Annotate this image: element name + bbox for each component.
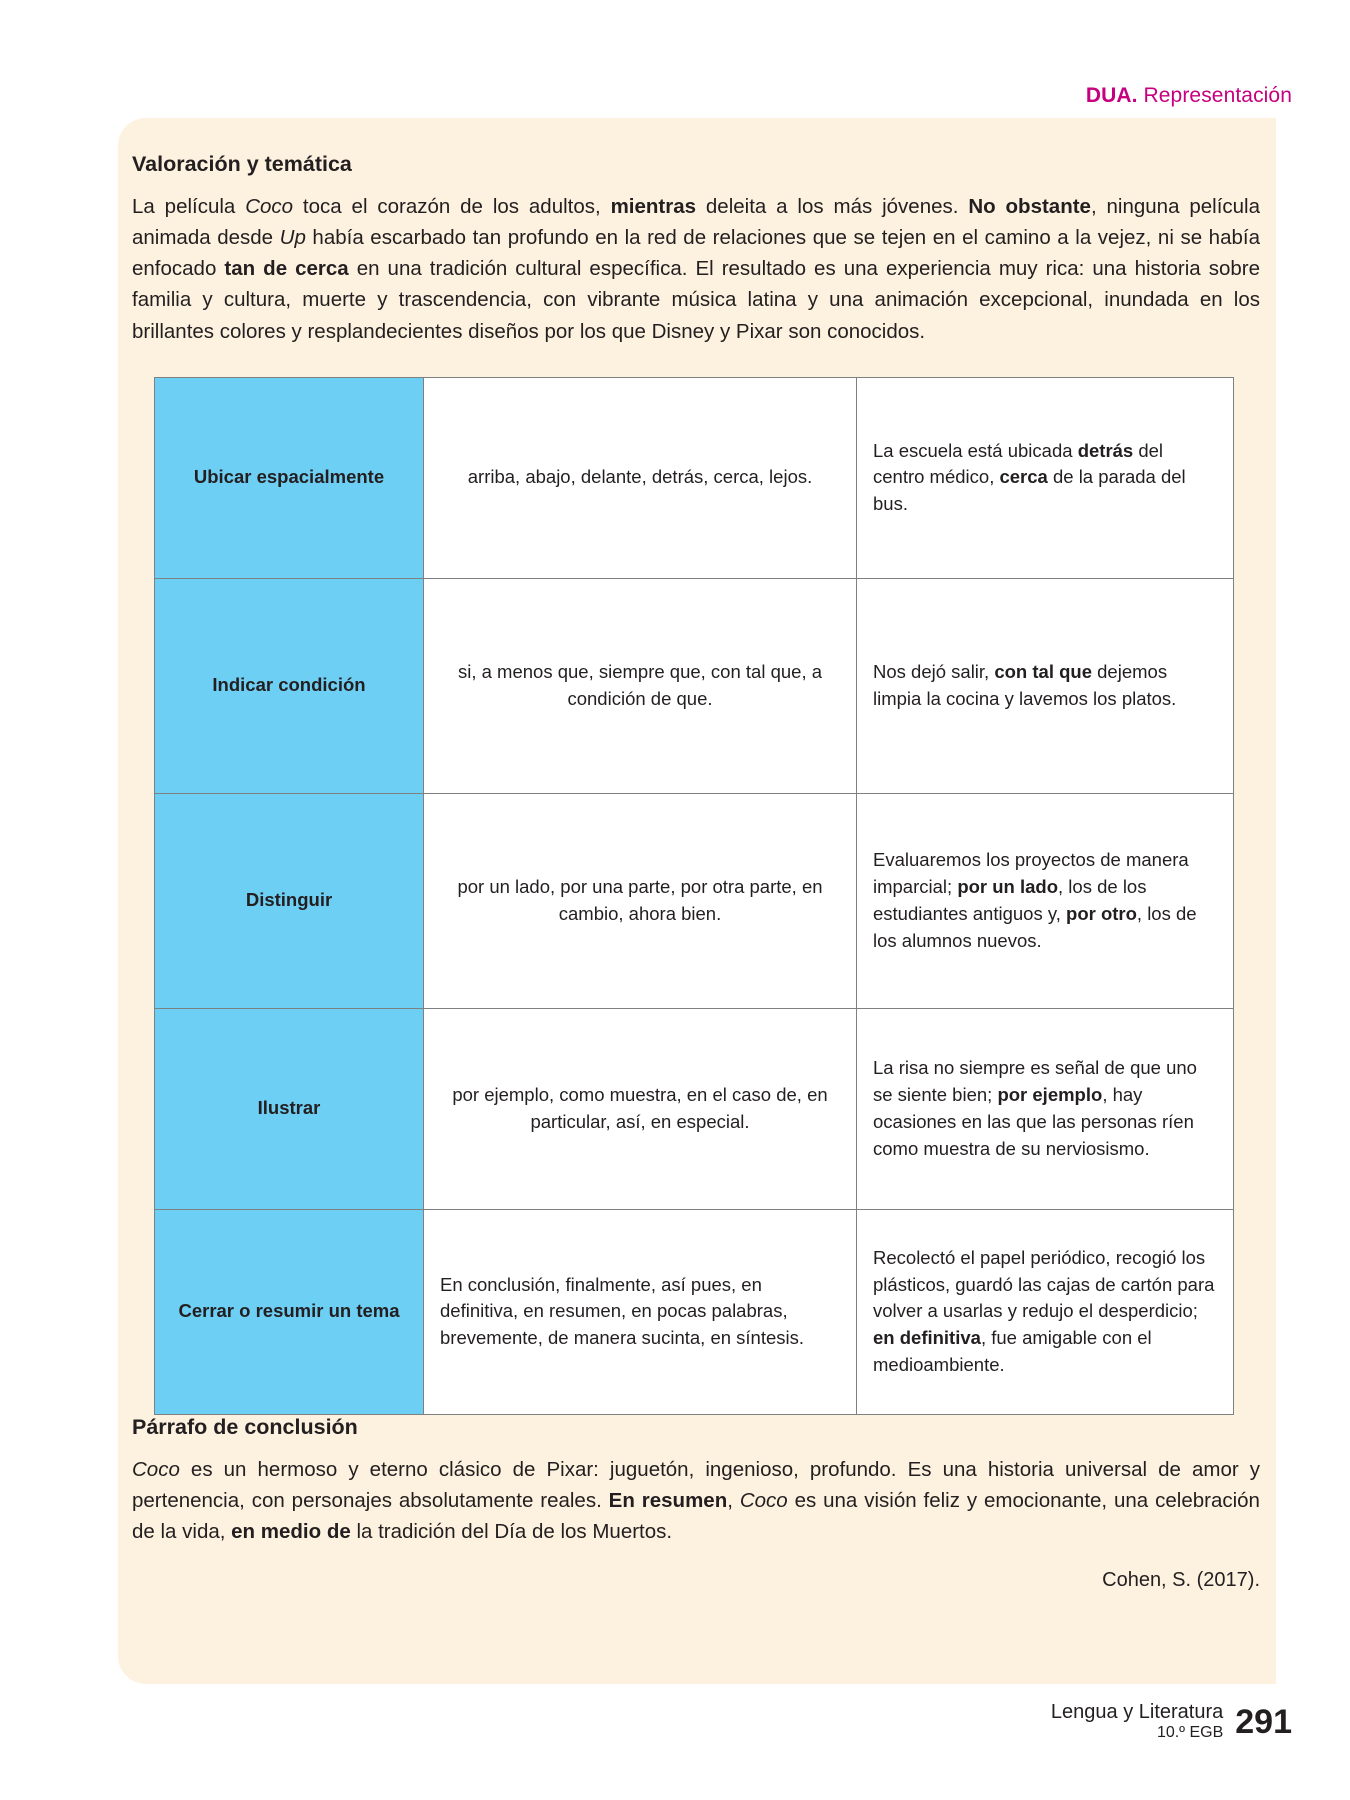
text-fragment: La escuela está ubicada	[873, 439, 1078, 461]
row-category: Cerrar o resumir un tema	[155, 1209, 424, 1414]
highlighted-connector: en definitiva	[873, 1327, 981, 1349]
row-connectors: por un lado, por una parte, por otra parte, en cambio, ahora bien.	[424, 793, 857, 1008]
text-fragment: toca el corazón de los adultos,	[293, 195, 611, 218]
row-connectors: por ejemplo, como muestra, en el caso de, en particular, así, en especial.	[424, 1008, 857, 1209]
text-fragment: , fue amigable con el medioambiente.	[873, 1327, 1152, 1375]
text-fragment: la tradición del Día de los Muertos.	[350, 1520, 673, 1544]
movie-title-coco: Coco	[132, 1457, 180, 1481]
dua-label: DUA.	[1085, 84, 1138, 107]
page-content	[132, 152, 1260, 1592]
valoracion-paragraph	[132, 191, 1260, 347]
row-category: Ilustrar	[155, 1008, 424, 1209]
row-category: Indicar condición	[155, 578, 424, 793]
valoracion-title: Valoración y temática	[132, 152, 352, 176]
highlighted-connector: por otro	[1066, 902, 1137, 924]
highlighted-connector: por un lado	[957, 875, 1059, 897]
row-example	[857, 578, 1234, 793]
table-row	[155, 578, 1234, 793]
table-row	[155, 793, 1234, 1008]
text-fragment: de la parada del bus.	[873, 466, 1186, 515]
connectors-table	[154, 377, 1234, 1415]
row-connectors: si, a menos que, siempre que, con tal que, a condición de que.	[424, 578, 857, 793]
connector-en-resumen: En resumen	[608, 1488, 728, 1512]
source-citation: Cohen, S. (2017).	[1102, 1569, 1260, 1592]
conclusion-title: Párrafo de conclusión	[132, 1414, 358, 1439]
footer-subject: Lengua y Literatura	[1050, 1700, 1224, 1723]
table-row	[155, 1209, 1234, 1414]
text-fragment: , los de los estudiantes antiguos y,	[873, 875, 1147, 924]
movie-title-coco: Coco	[739, 1488, 788, 1512]
text-fragment: deleita a los más jóvenes.	[696, 195, 969, 218]
text-fragment: es una visión feliz y emocionante, una celebración de la vida,	[132, 1488, 1260, 1544]
text-fragment: Nos dejó salir,	[873, 660, 995, 682]
conclusion-paragraph	[132, 1454, 1260, 1547]
text-fragment: ,	[727, 1488, 740, 1512]
highlighted-connector: cerca	[999, 466, 1048, 488]
row-example	[857, 377, 1234, 578]
connector-mientras: mientras	[610, 195, 697, 218]
text-fragment: es un hermoso y eterno clásico de Pixar: juguetón, ingenioso, profundo. Es una historia universal de amor y pertenencia, con personajes absolutamente reales.	[132, 1457, 1260, 1512]
row-connectors: arriba, abajo, delante, detrás, cerca, lejos.	[424, 377, 857, 578]
text-fragment: , hay ocasiones en las que las personas ríen como muestra de su nerviosismo.	[873, 1083, 1194, 1159]
dua-sublabel: Representación	[1143, 84, 1292, 107]
text-fragment: del centro médico,	[873, 439, 1164, 488]
text-fragment: había escarbado tan profundo en la red de relaciones que se tejen en el camino a la vejez, ni se había enfocado	[132, 226, 1260, 281]
text-fragment: La risa no siempre es señal de que uno se siente bien;	[873, 1057, 1197, 1105]
row-example	[857, 1209, 1234, 1414]
highlighted-connector: con tal que	[994, 660, 1092, 682]
page-footer	[1051, 1701, 1292, 1742]
text-fragment: , los de los alumnos nuevos.	[873, 902, 1197, 951]
movie-title-up: Up	[279, 226, 306, 250]
text-fragment: La película	[132, 195, 246, 218]
row-category: Distinguir	[155, 793, 424, 1008]
row-connectors: En conclusión, finalmente, así pues, en definitiva, en resumen, en pocas palabras, brevemente, de manera sucinta, en síntesis.	[424, 1209, 857, 1414]
text-fragment: , ninguna película animada desde	[132, 195, 1260, 250]
table-row	[155, 377, 1234, 578]
row-example	[857, 1008, 1234, 1209]
connector-tan-de-cerca: tan de cerca	[224, 257, 349, 281]
page-number: 291	[1235, 1702, 1292, 1741]
connector-en-medio-de: en medio de	[231, 1520, 351, 1544]
text-fragment: Evaluaremos los proyectos de manera imparcial;	[873, 849, 1189, 897]
footer-grade: 10.º EGB	[1156, 1723, 1224, 1741]
dua-header-badge	[1086, 84, 1292, 108]
text-fragment: en una tradición cultural específica. El resultado es una experiencia muy rica: una historia sobre familia y cultura, muerte y trascendencia, con vibrante música latina y una animación excepcional, inundada en los brillantes colores y resplandecientes diseños por los que Disney y Pixar son conocidos.	[132, 257, 1260, 343]
text-fragment: dejemos limpia la cocina y lavemos los platos.	[873, 660, 1177, 709]
highlighted-connector: por ejemplo	[997, 1083, 1103, 1105]
row-example	[857, 793, 1234, 1008]
highlighted-connector: detrás	[1077, 439, 1134, 461]
text-fragment: Recolectó el papel periódico, recogió los plásticos, guardó las cajas de cartón para volver a usarlas y redujo el desperdicio;	[873, 1246, 1215, 1322]
row-category: Ubicar espacialmente	[155, 377, 424, 578]
connector-no-obstante: No obstante	[968, 195, 1091, 218]
movie-title-coco: Coco	[245, 195, 294, 218]
table-row	[155, 1008, 1234, 1209]
